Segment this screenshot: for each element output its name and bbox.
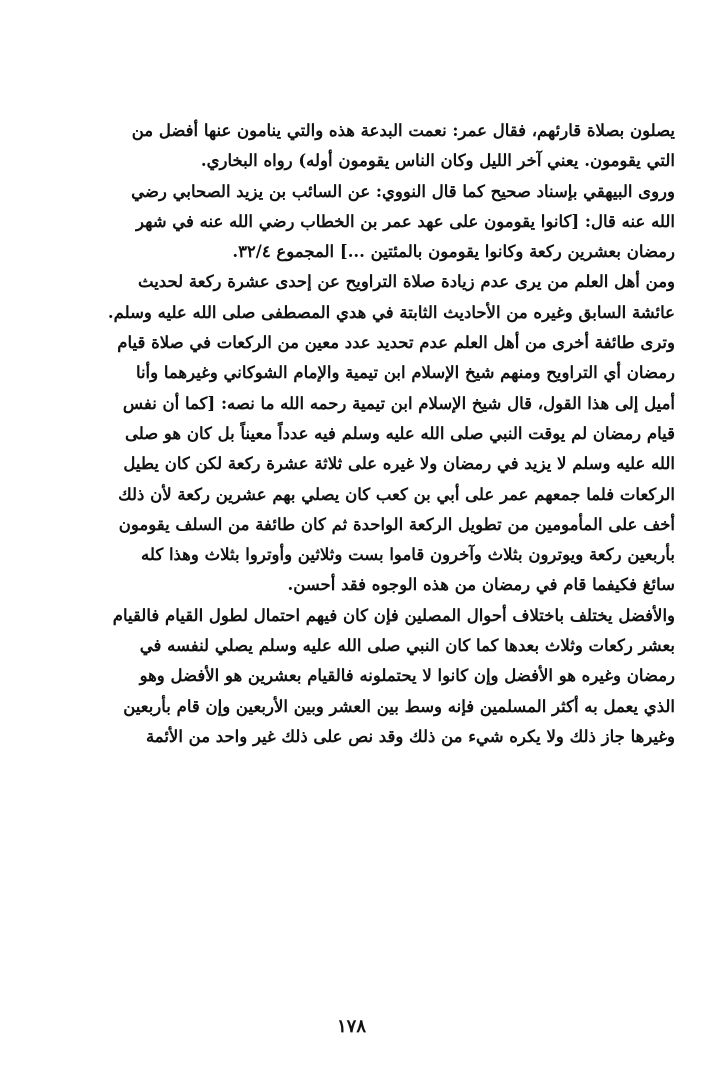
text-line: أميل إلى هذا القول، قال شيخ الإسلام ابن تيمية رحمه الله ما نصه: [كما أن نفس [122, 393, 675, 413]
paragraph [60, 267, 675, 328]
text-line: قيام رمضان لم يوقت النبي صلى الله عليه وسلم فيه عدداً معيناً بل كان هو صلى [124, 423, 675, 443]
body-text [60, 116, 675, 752]
text-line: وروى البيهقي بإسناد صحيح كما قال النووي: عن السائب بن يزيد الصحابي رضي [131, 181, 675, 201]
text-line: بعشر ركعات وثلاث بعدها كما كان النبي صلى الله عليه وسلم يصلي لنفسه في [139, 636, 675, 656]
text-line: ومن أهل العلم من يرى عدم زيادة صلاة التراويح عن إحدى عشرة ركعة لحديث [138, 272, 675, 292]
text-line: التي يقومون. يعني آخر الليل وكان الناس يقومون أوله) رواه البخاري. [200, 151, 675, 171]
page-number: ١٧٨ [336, 1016, 366, 1037]
text-line: الذي يعمل به أكثر المسلمين فإنه وسط بين العشر وبين الأربعين وإن قام بأربعين [123, 696, 675, 716]
text-line: الله عليه وسلم لا يزيد في رمضان ولا غيره على ثلاثة عشرة ركعة لكن كان يطيل [123, 454, 675, 474]
text-line: بأربعين ركعة ويوترون بثلاث وآخرون قاموا بست وثلاثين وأوتروا بثلاث وهذا كله [141, 545, 675, 565]
text-line: رمضان أي التراويح ومنهم شيخ الإسلام ابن تيمية والإمام الشوكاني وغيرهما وأنا [135, 363, 675, 383]
text-line: وغيرها جاز ذلك ولا يكره شيء من ذلك وقد نص على ذلك غير واحد من الأئمة [145, 726, 675, 746]
text-line: رمضان بعشرين ركعة وكانوا يقومون بالمئتين ...] المجموع ٣٢/٤. [232, 242, 675, 262]
text-line: الله عنه قال: [كانوا يقومون على عهد عمر بن الخطاب رضي الله عنه في شهر [135, 211, 675, 231]
paragraph [60, 601, 675, 752]
text-line: والأفضل يختلف باختلاف أحوال المصلين فإن كان فيهم احتمال لطول القيام فالقيام [112, 605, 675, 625]
paragraph [60, 328, 675, 601]
text-line: الركعات فلما جمعهم عمر على أبي بن كعب كان يصلي بهم عشرين ركعة لأن ذلك [118, 484, 675, 504]
paragraph [60, 177, 675, 268]
paragraph [60, 116, 675, 177]
text-line: رمضان وغيره هو الأفضل وإن كانوا لا يحتملونه فالقيام بعشرين هو الأفضل وهو [139, 666, 675, 686]
text-line: أخف على المأمومين من تطويل الركعة الواحدة ثم كان طائفة من السلف يقومون [118, 514, 675, 534]
text-line: وترى طائفة أخرى من أهل العلم عدم تحديد عدد معين من الركعات في صلاة قيام [117, 333, 675, 353]
text-line: يصلون بصلاة قارئهم، فقال عمر: نعمت البدعة هذه والتي ينامون عنها أفضل من [131, 121, 675, 140]
text-line: سائغ فكيفما قام في رمضان من هذه الوجوه فقد أحسن. [287, 575, 675, 595]
text-line: عائشة السابق وغيره من الأحاديث الثابتة في هدي المصطفى صلى الله عليه وسلم. [107, 302, 675, 322]
